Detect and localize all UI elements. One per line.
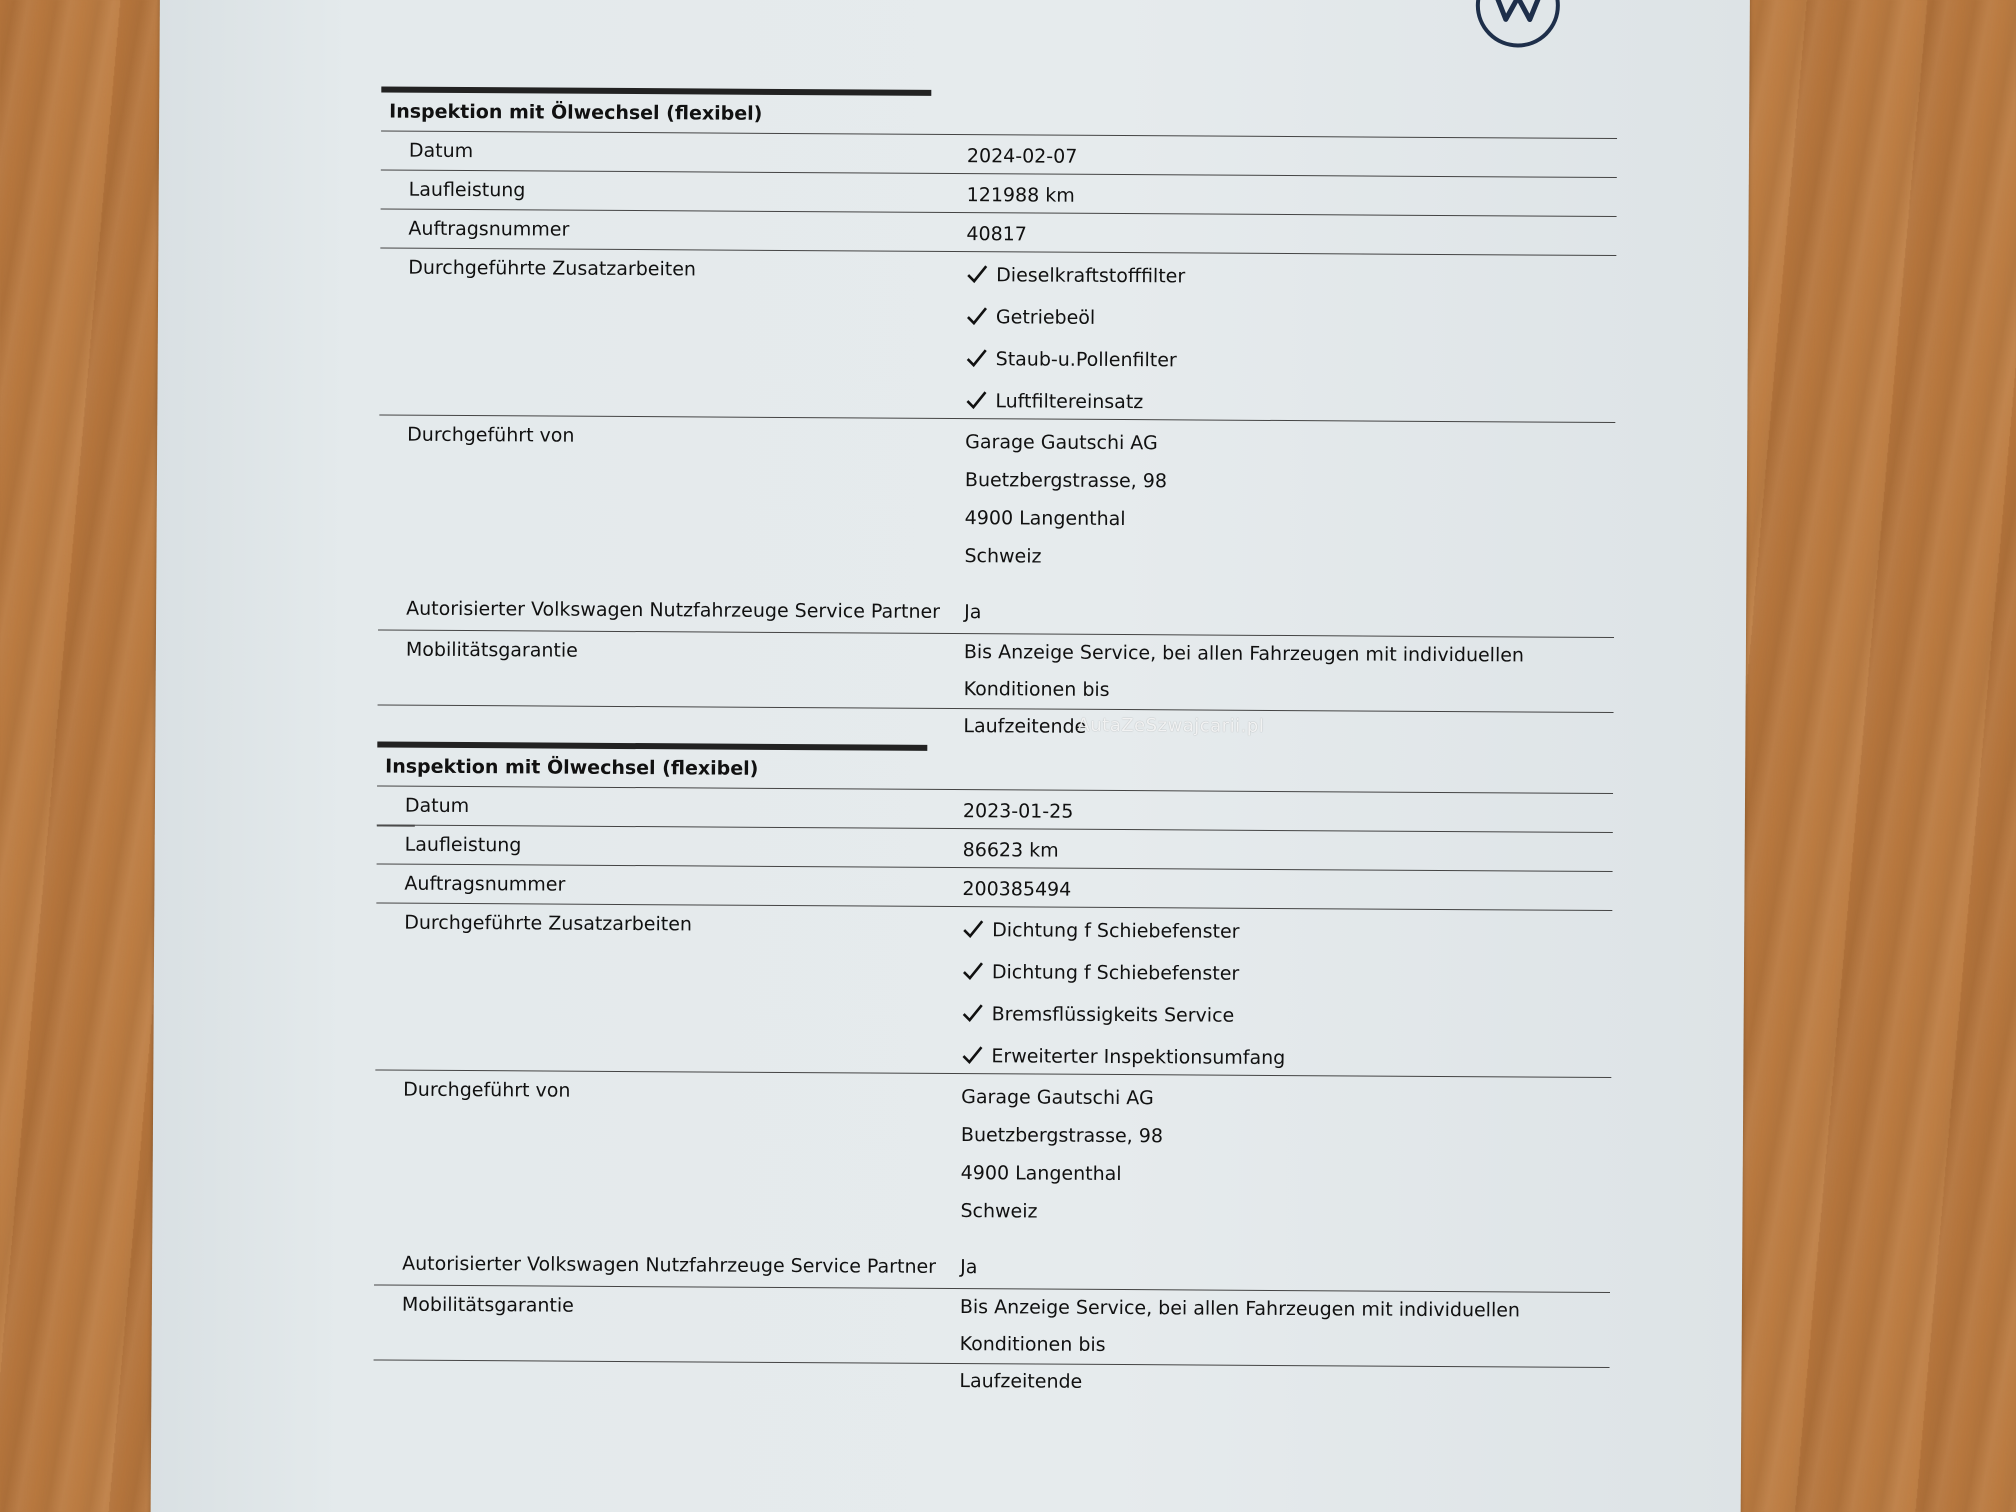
- zusatzarbeiten-label: Durchgeführte Zusatzarbeiten: [404, 911, 693, 936]
- garage-country: Schweiz: [964, 545, 1042, 568]
- garage-city: 4900 Langenthal: [960, 1162, 1122, 1186]
- mobilitaet-line: Laufzeitende: [963, 715, 1087, 738]
- zusatzarbeit-text: Erweiterter Inspektionsumfang: [991, 1045, 1286, 1070]
- volkswagen-logo-icon: [1476, 0, 1561, 48]
- list-item: [966, 296, 1606, 342]
- list-item: [966, 338, 1606, 384]
- service-document-paper: [150, 0, 1749, 1512]
- zusatzarbeit-text: Dichtung f Schiebefenster: [992, 919, 1240, 943]
- garage-address: [960, 1078, 1601, 1234]
- zusatzarbeit-text: Getriebeöl: [995, 306, 1096, 329]
- garage-address: [964, 423, 1605, 579]
- list-item: [962, 951, 1602, 997]
- service-partner-label: Autorisierter Volkswagen Nutzfahrzeuge Service Partner: [406, 597, 941, 623]
- service-entry-2: [374, 741, 1614, 1393]
- garage-name: Garage Gautschi AG: [961, 1086, 1154, 1110]
- checkmark-icon: [966, 348, 988, 368]
- durchgefuehrt-von-label: Durchgeführt von: [403, 1078, 571, 1102]
- zusatzarbeit-text: Staub-u.Pollenfilter: [995, 348, 1177, 372]
- durchgefuehrt-von-label: Durchgeführt von: [407, 423, 575, 447]
- zusatzarbeit-text: Dieselkraftstofffilter: [996, 264, 1186, 288]
- mobilitaet-line: Bis Anzeige Service, bei allen Fahrzeugen mit individuellen Konditionen bis: [963, 641, 1525, 701]
- laufleistung-label: Laufleistung: [408, 178, 526, 202]
- mobilitaetsgarantie-row: [374, 1285, 1610, 1393]
- mobilitaetsgarantie-label: Mobilitätsgarantie: [401, 1293, 574, 1317]
- datum-label: Datum: [408, 139, 474, 163]
- garage-country: Schweiz: [960, 1200, 1038, 1223]
- mobilitaetsgarantie-label: Mobilitätsgarantie: [405, 638, 578, 662]
- section-title: Inspektion mit Ölwechsel (flexibel): [377, 747, 1613, 794]
- watermark: AutaZeSzwajcarii.pl: [1077, 714, 1265, 737]
- checkmark-icon: [966, 264, 988, 284]
- garage-name: Garage Gautschi AG: [965, 431, 1158, 455]
- list-item: [962, 993, 1602, 1039]
- garage-street: Buetzbergstrasse, 98: [960, 1124, 1164, 1148]
- service-partner-value: Ja: [964, 601, 982, 624]
- zusatzarbeiten-row: [379, 248, 1616, 423]
- garage-street: Buetzbergstrasse, 98: [964, 469, 1168, 493]
- mobilitaetsgarantie-value: [959, 1289, 1600, 1404]
- checkmark-icon: [961, 1045, 983, 1065]
- zusatzarbeit-text: Luftfiltereinsatz: [995, 390, 1144, 414]
- mobilitaet-line: Laufzeitende: [959, 1370, 1083, 1393]
- list-item: [962, 909, 1602, 955]
- service-partner-label: Autorisierter Volkswagen Nutzfahrzeuge Service Partner: [402, 1252, 937, 1278]
- durchgefuehrt-von-row: [378, 415, 1615, 609]
- auftragsnummer-value: 200385494: [962, 878, 1072, 901]
- garage-city: 4900 Langenthal: [964, 507, 1126, 531]
- checkmark-icon: [962, 1003, 984, 1023]
- auftragsnummer-label: Auftragsnummer: [404, 872, 566, 896]
- checkmark-icon: [962, 919, 984, 939]
- durchgefuehrt-von-row: [374, 1070, 1611, 1264]
- checkmark-icon: [966, 306, 988, 326]
- service-partner-value: Ja: [960, 1256, 978, 1279]
- section-title: Inspektion mit Ölwechsel (flexibel): [381, 92, 1617, 139]
- auftragsnummer-value: 40817: [966, 223, 1027, 246]
- zusatzarbeiten-list: [965, 254, 1606, 426]
- datum-value: 2024-02-07: [966, 145, 1078, 168]
- zusatzarbeit-text: Bremsflüssigkeits Service: [991, 1003, 1235, 1027]
- zusatzarbeit-text: Dichtung f Schiebefenster: [991, 961, 1240, 985]
- checkmark-icon: [965, 390, 987, 410]
- laufleistung-value: 121988 km: [966, 184, 1075, 207]
- zusatzarbeiten-label: Durchgeführte Zusatzarbeiten: [408, 256, 697, 281]
- laufleistung-value: 86623 km: [962, 839, 1059, 862]
- auftragsnummer-label: Auftragsnummer: [408, 217, 570, 241]
- zusatzarbeiten-list: [961, 909, 1602, 1081]
- checkmark-icon: [962, 961, 984, 981]
- datum-value: 2023-01-25: [962, 800, 1074, 823]
- mobilitaet-line: Bis Anzeige Service, bei allen Fahrzeugen mit individuellen Konditionen bis: [959, 1296, 1521, 1356]
- laufleistung-label: Laufleistung: [404, 833, 522, 857]
- zusatzarbeiten-row: [375, 903, 1612, 1078]
- mobilitaetsgarantie-value: [963, 634, 1604, 749]
- list-item: [966, 254, 1606, 300]
- datum-label: Datum: [404, 794, 470, 818]
